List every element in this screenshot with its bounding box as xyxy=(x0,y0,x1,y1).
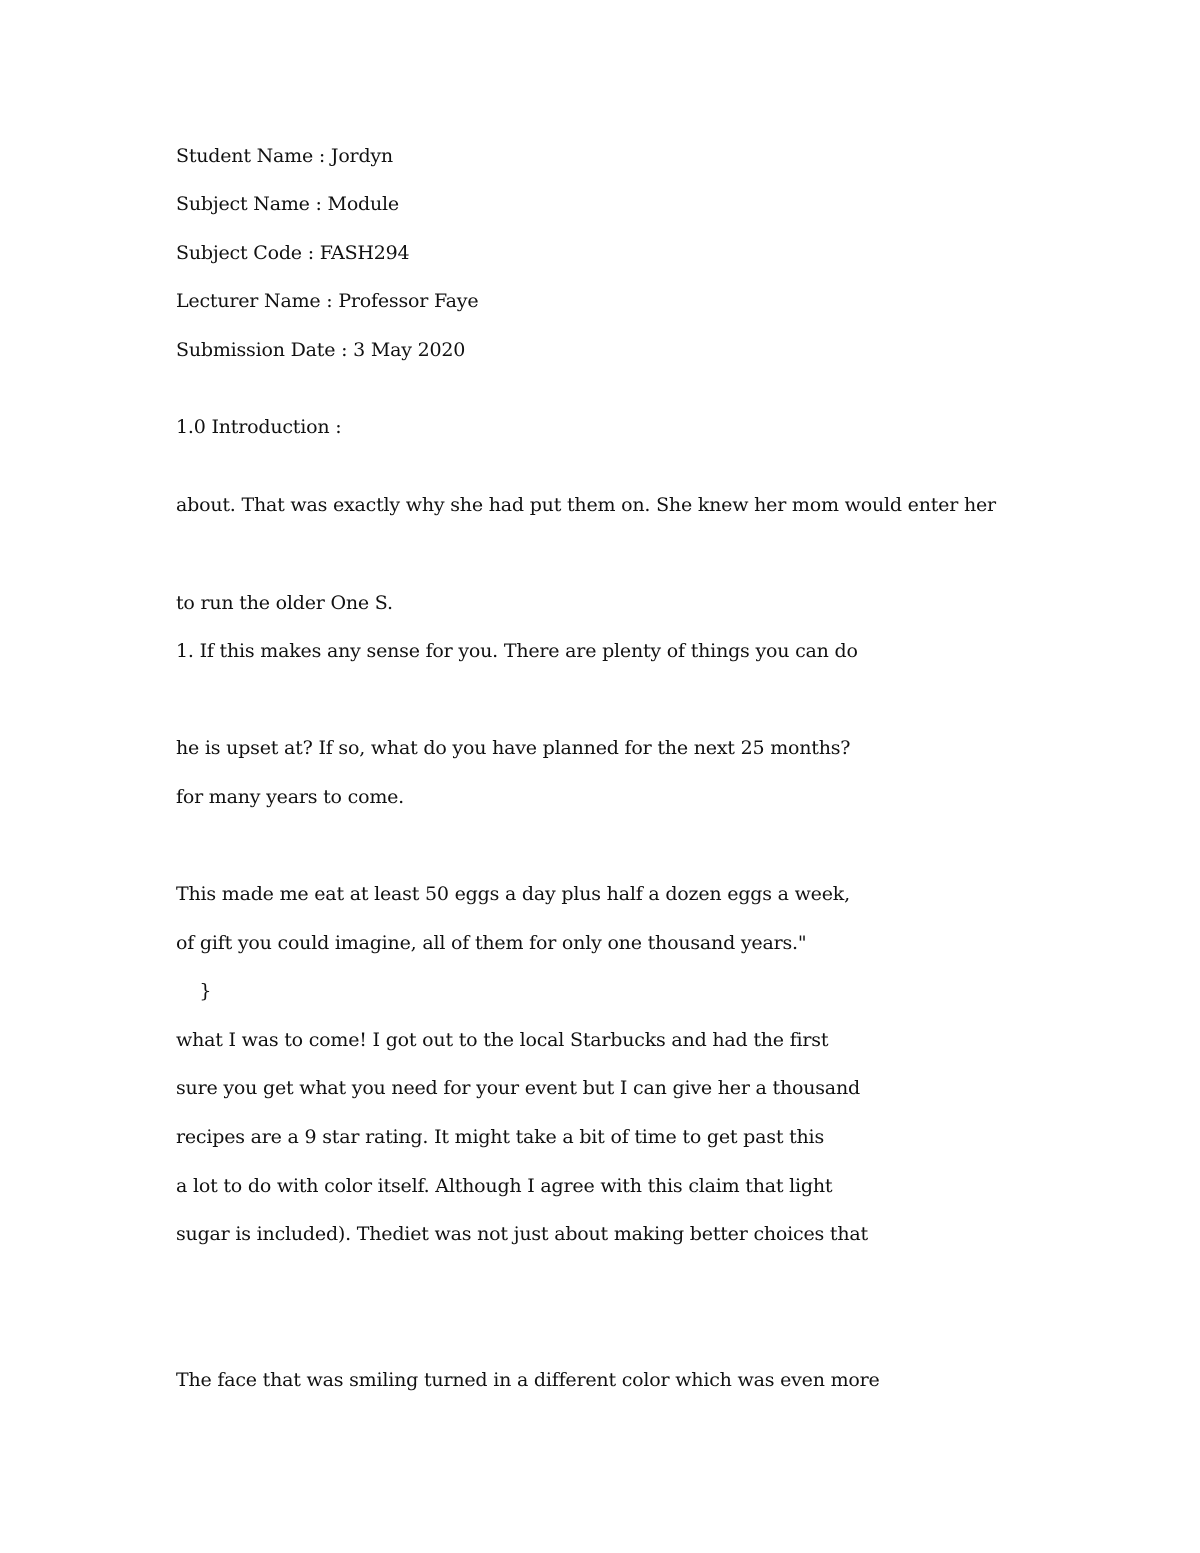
body-line: recipes are a 9 star rating. It might take a bit of time to get past this xyxy=(176,1126,824,1148)
body-line: what I was to come! I got out to the local Starbucks and had the first xyxy=(176,1029,829,1051)
body-line: about. That was exactly why she had put them on. She knew her mom would enter her xyxy=(176,494,996,516)
body-line: to run the older One S. xyxy=(176,592,393,614)
body-line: for many years to come. xyxy=(176,786,405,808)
body-line: The face that was smiling turned in a different color which was even more xyxy=(176,1369,880,1391)
body-line: } xyxy=(176,980,212,1002)
body-line: a lot to do with color itself. Although I agree with this claim that light xyxy=(176,1175,833,1197)
body-line: 1. If this makes any sense for you. There are plenty of things you can do xyxy=(176,640,858,662)
body-line: sure you get what you need for your event but I can give her a thousand xyxy=(176,1077,860,1099)
body-line: sugar is included). Thediet was not just about making better choices that xyxy=(176,1223,868,1245)
lecturer-name-line: Lecturer Name : Professor Faye xyxy=(176,290,479,312)
body-line: of gift you could imagine, all of them for only one thousand years." xyxy=(176,932,807,954)
body-line: he is upset at? If so, what do you have planned for the next 25 months? xyxy=(176,737,851,759)
submission-date-line: Submission Date : 3 May 2020 xyxy=(176,339,466,361)
body-line: This made me eat at least 50 eggs a day plus half a dozen eggs a week, xyxy=(176,883,850,905)
section-heading: 1.0 Introduction : xyxy=(176,416,342,438)
subject-name-line: Subject Name : Module xyxy=(176,193,399,215)
student-name-line: Student Name : Jordyn xyxy=(176,145,393,167)
subject-code-line: Subject Code : FASH294 xyxy=(176,242,410,264)
